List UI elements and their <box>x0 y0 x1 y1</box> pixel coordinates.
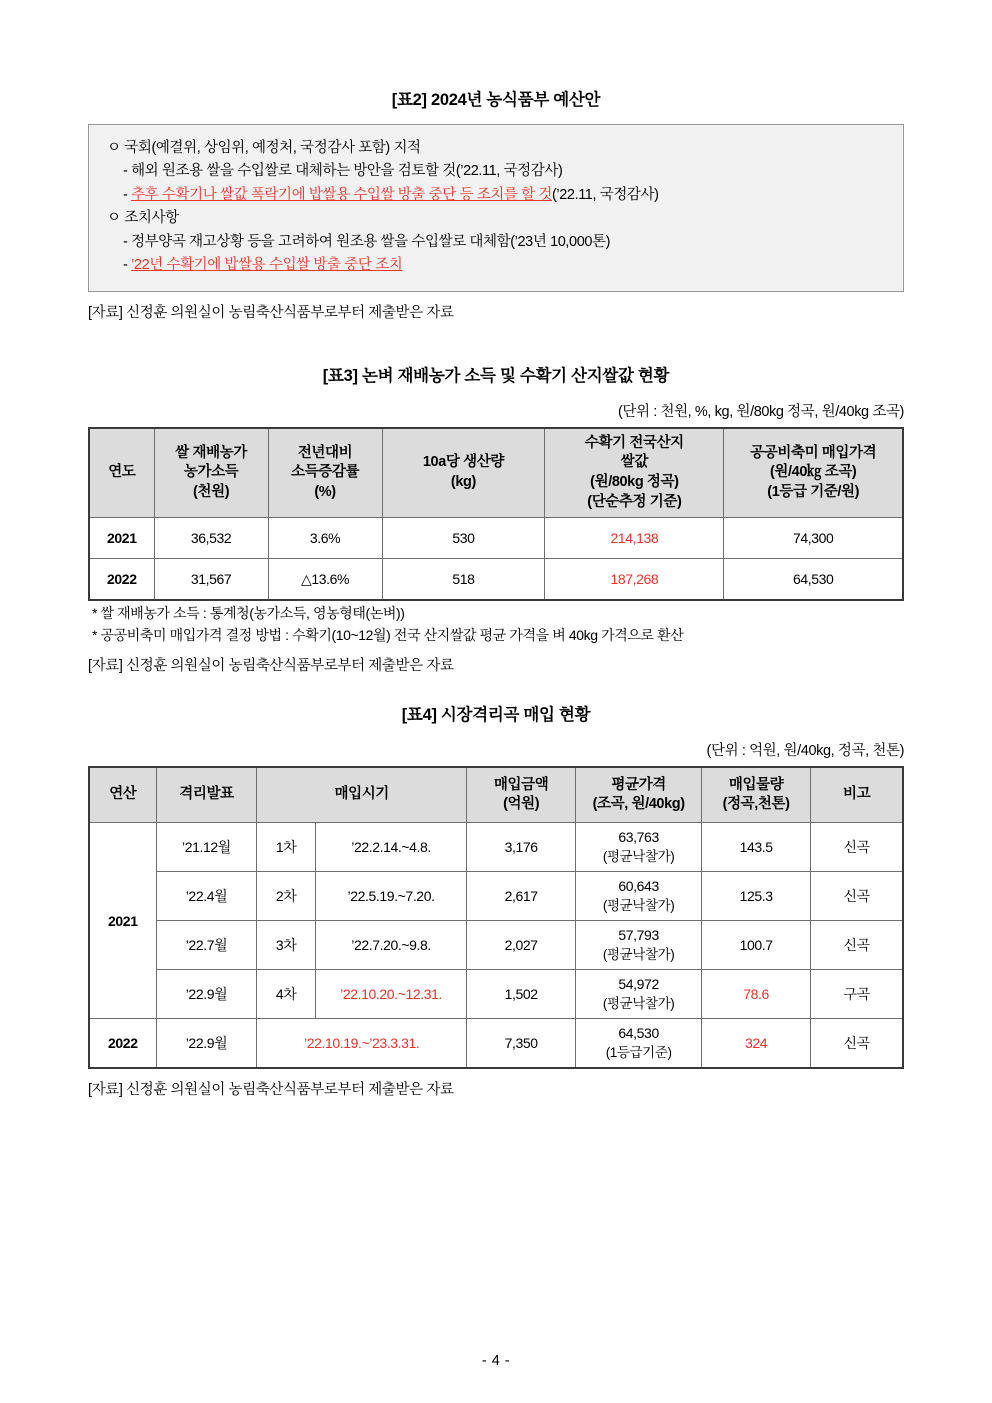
table3-col-rate: 전년대비 소득증감률 (%) <box>268 428 382 518</box>
cell-period: ’22.7.20.~9.8. <box>316 921 467 970</box>
table-row <box>89 823 903 872</box>
cell-volume: 125.3 <box>702 872 811 921</box>
table4-col-year: 연산 <box>89 767 156 823</box>
table3 <box>88 427 904 601</box>
cell-income: 36,532 <box>154 518 268 559</box>
table2-line-5 <box>105 231 887 254</box>
cell-yield: 530 <box>382 518 545 559</box>
table2-line-2 <box>105 160 887 183</box>
cell-sequence: 3차 <box>257 921 316 970</box>
cell-volume: 78.6 <box>702 970 811 1019</box>
table2-line-5-text: 정부양곡 재고상황 등을 고려하여 원조용 쌀을 수입쌀로 대체함(’23년 10,000톤) <box>131 233 611 250</box>
cell-announce: ’21.12월 <box>156 823 257 872</box>
cell-year: 2021 <box>89 823 156 1019</box>
cell-buyprice: 64,530 <box>724 559 903 601</box>
table2-line-6-text: ’22년 수확기에 밥쌀용 수입쌀 방출 중단 조치 <box>131 257 403 274</box>
table2-source: [자료] 신정훈 의원실이 농림축산식품부로부터 제출받은 자료 <box>88 304 454 321</box>
dash-icon: - <box>123 233 128 250</box>
cell-amount: 3,176 <box>467 823 576 872</box>
table-row <box>89 1019 903 1069</box>
dash-icon: - <box>123 186 128 203</box>
cell-note: 신곡 <box>811 921 903 970</box>
table-row <box>89 559 903 601</box>
table3-unit: (단위 : 천원, %, kg, 원/80kg 정곡, 원/40kg 조곡) <box>617 403 904 420</box>
cell-price: 60,643 (평균낙찰가) <box>576 872 702 921</box>
cell-volume: 100.7 <box>702 921 811 970</box>
table4-col-volume: 매입물량 (정곡,천톤) <box>702 767 811 823</box>
table2-line-2-text: 해외 원조용 쌀을 수입쌀로 대체하는 방안을 검토할 것(’22.11, 국정감사) <box>131 163 563 180</box>
table3-col-buyprice: 공공비축미 매입가격 (원/40㎏ 조곡) (1등급 기준/원) <box>724 428 903 518</box>
cell-price: 57,793 (평균낙찰가) <box>576 921 702 970</box>
cell-announce: ’22.7월 <box>156 921 257 970</box>
table4-source: [자료] 신정훈 의원실이 농림축산식품부로부터 제출받은 자료 <box>88 1082 454 1099</box>
table3-col-year: 연도 <box>89 428 154 518</box>
cell-announce: ’22.4월 <box>156 872 257 921</box>
cell-price: 64,530 (1등급기준) <box>576 1019 702 1069</box>
table3-header-row <box>89 428 903 518</box>
cell-price: 63,763 (평균낙찰가) <box>576 823 702 872</box>
cell-period: ’22.2.14.~4.8. <box>316 823 467 872</box>
table2-line-1-text: 국회(예결위, 상임위, 예정처, 국정감사 포함) 지적 <box>124 140 421 156</box>
table4-unit: (단위 : 억원, 원/40kg, 정곡, 천톤) <box>706 743 904 760</box>
cell-period: ’22.5.19.~7.20. <box>316 872 467 921</box>
page-number: - 4 - <box>481 1353 511 1369</box>
table4-col-period: 매입시기 <box>257 767 467 823</box>
table3-note-1: * 쌀 재배농가 소득 : 통계청(농가소득, 영농형태(논벼)) <box>92 605 405 622</box>
bullet-circle-icon: ㅇ <box>107 140 121 156</box>
cell-announce: ’22.9월 <box>156 1019 257 1069</box>
cell-note: 구곡 <box>811 970 903 1019</box>
table-row <box>89 970 903 1019</box>
cell-price: 214,138 <box>545 518 724 559</box>
table2-line-1 <box>105 137 887 160</box>
table2-line-3-suffix: (’22.11, 국정감사) <box>552 186 659 203</box>
table4-col-note: 비고 <box>811 767 903 823</box>
cell-price: 54,972 (평균낙찰가) <box>576 970 702 1019</box>
table3-col-income: 쌀 재배농가 농가소득 (천원) <box>154 428 268 518</box>
cell-volume: 143.5 <box>702 823 811 872</box>
table3-title: [표3] 논벼 재배농가 소득 및 수확기 산지쌀값 현황 <box>322 366 670 385</box>
cell-amount: 2,027 <box>467 921 576 970</box>
table2-box <box>88 124 904 292</box>
table3-source: [자료] 신정훈 의원실이 농림축산식품부로부터 제출받은 자료 <box>88 658 454 675</box>
cell-period: ’22.10.20.~12.31. <box>316 970 467 1019</box>
dash-icon: - <box>123 163 128 180</box>
table3-col-yield: 10a당 생산량 (kg) <box>382 428 545 518</box>
table2-line-4 <box>105 207 887 230</box>
dash-icon: - <box>123 257 128 274</box>
cell-sequence: 4차 <box>257 970 316 1019</box>
table4 <box>88 766 904 1069</box>
table2-line-3 <box>105 184 887 207</box>
cell-announce: ’22.9월 <box>156 970 257 1019</box>
cell-sequence: 2차 <box>257 872 316 921</box>
bullet-circle-icon: ㅇ <box>107 210 121 227</box>
table4-col-price: 평균가격 (조곡, 원/40kg) <box>576 767 702 823</box>
cell-year: 2021 <box>89 518 154 559</box>
cell-note: 신곡 <box>811 823 903 872</box>
cell-year: 2022 <box>89 559 154 601</box>
table2-line-6 <box>105 254 887 277</box>
cell-year: 2022 <box>89 1019 156 1069</box>
cell-sequence: 1차 <box>257 823 316 872</box>
cell-buyprice: 74,300 <box>724 518 903 559</box>
cell-price: 187,268 <box>545 559 724 601</box>
table-row <box>89 921 903 970</box>
cell-period: ’22.10.19.~’23.3.31. <box>257 1019 467 1069</box>
table-row <box>89 872 903 921</box>
cell-yield: 518 <box>382 559 545 601</box>
table2-title: [표2] 2024년 농식품부 예산안 <box>391 91 601 109</box>
cell-income: 31,567 <box>154 559 268 601</box>
cell-amount: 1,502 <box>467 970 576 1019</box>
cell-amount: 2,617 <box>467 872 576 921</box>
cell-rate: 3.6% <box>268 518 382 559</box>
table4-header-row <box>89 767 903 823</box>
cell-volume: 324 <box>702 1019 811 1069</box>
table3-note-2: * 공공비축미 매입가격 결정 방법 : 수확기(10~12월) 전국 산지쌀값 평균 가격을 벼 40kg 가격으로 환산 <box>92 627 684 644</box>
table2-line-3-text: 추후 수확기나 쌀값 폭락기에 밥쌀용 수입쌀 방출 중단 등 조치를 할 것 <box>131 186 552 203</box>
table4-col-amount: 매입금액 (억원) <box>467 767 576 823</box>
table2-line-4-text: 조치사항 <box>124 210 179 227</box>
table-row <box>89 518 903 559</box>
table4-title: [표4] 시장격리곡 매입 현황 <box>401 706 591 725</box>
cell-rate: △13.6% <box>268 559 382 601</box>
cell-note: 신곡 <box>811 872 903 921</box>
cell-note: 신곡 <box>811 1019 903 1069</box>
table4-col-announce: 격리발표 <box>156 767 257 823</box>
table3-col-price: 수확기 전국산지 쌀값 (원/80kg 정곡) (단순추정 기준) <box>545 428 724 518</box>
cell-amount: 7,350 <box>467 1019 576 1069</box>
